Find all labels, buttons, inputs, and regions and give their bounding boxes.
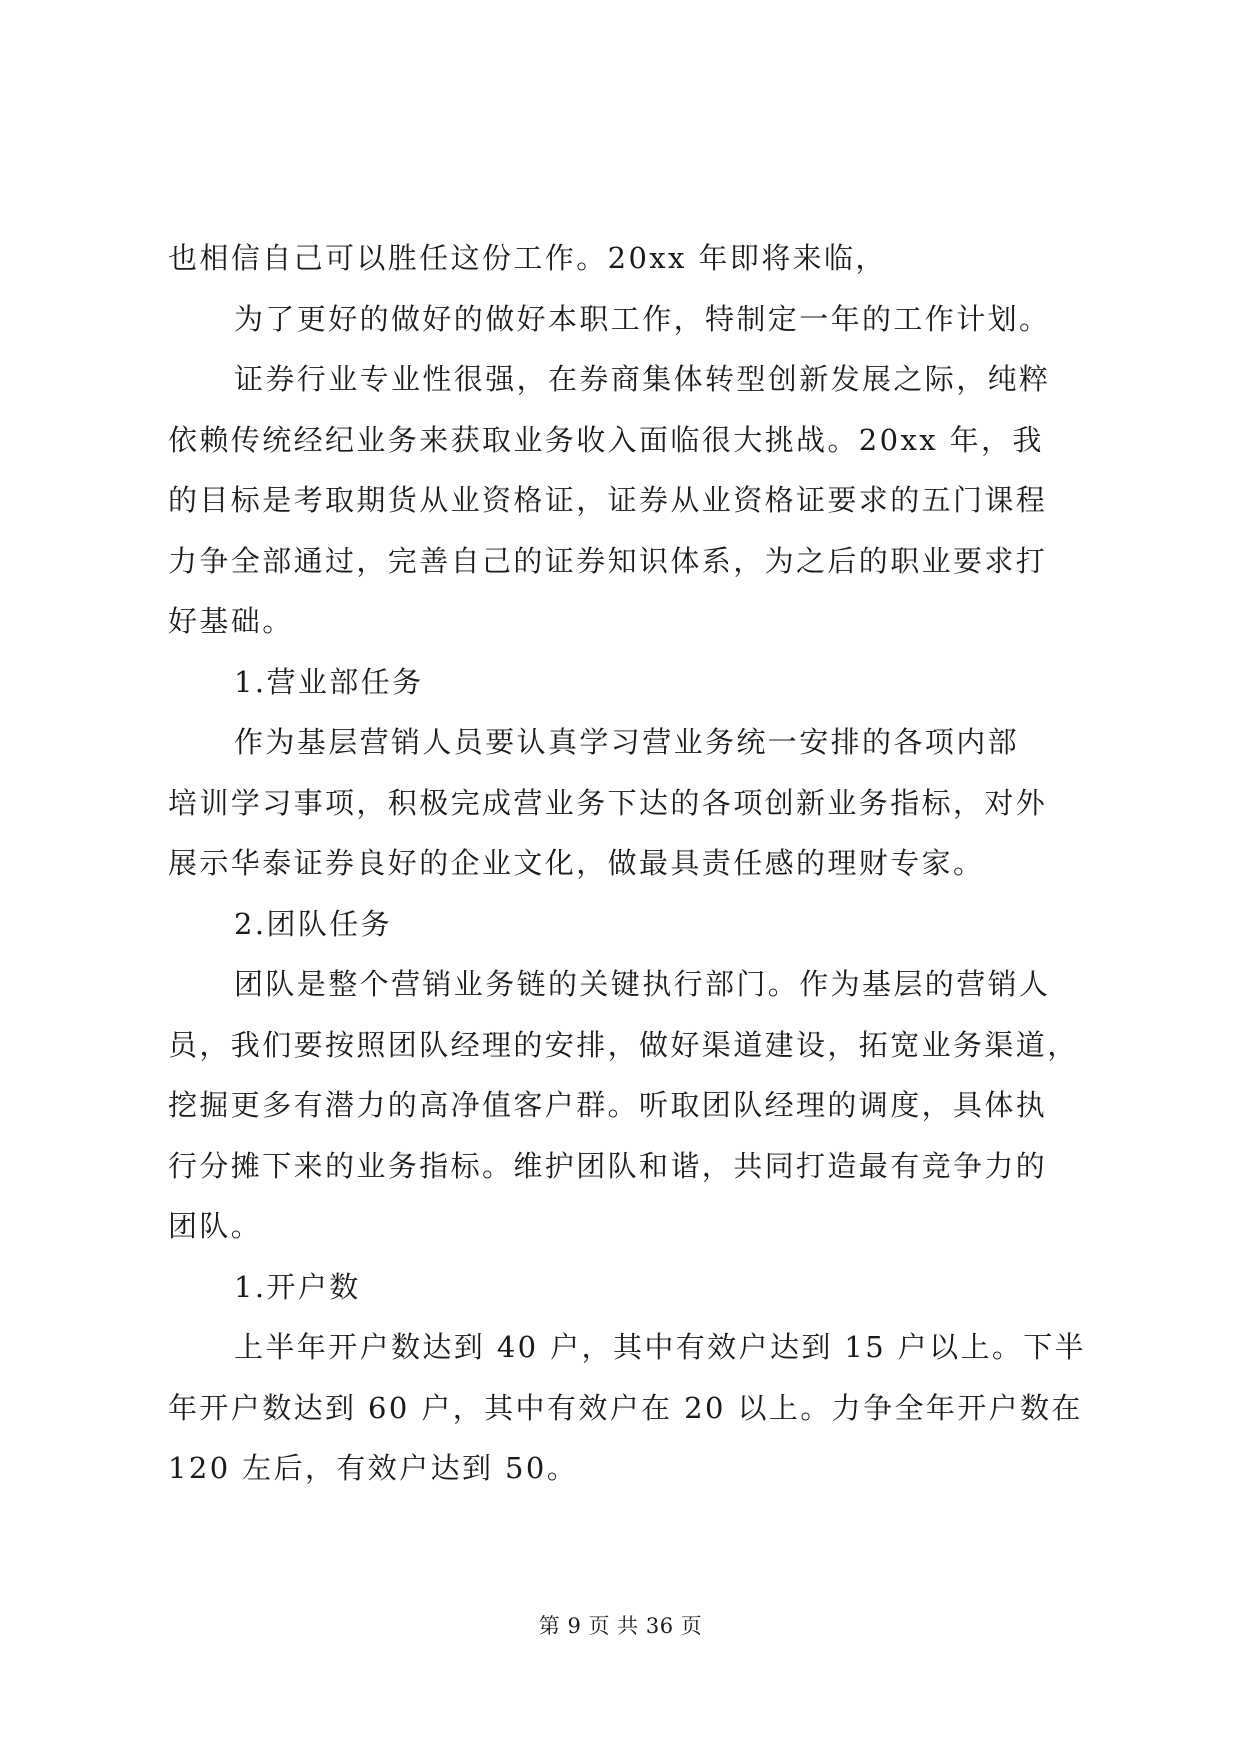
body-line: 力争全部通过，完善自己的证券知识体系，为之后的职业要求打: [168, 543, 1048, 578]
body-line: 团队是整个营销业务链的关键执行部门。作为基层的营销人: [234, 967, 1051, 1001]
body-line: 依赖传统经纪业务来获取业务收入面临很大挑战。20xx 年，我: [168, 422, 1044, 457]
body-line: 行分摊下来的业务指标。维护团队和谐，共同打造最有竞争力的: [168, 1148, 1048, 1183]
body-line: 好基础。: [168, 604, 294, 638]
page-number-footer: 第 9 页 共 36 页: [538, 1614, 703, 1638]
section-heading: 1.营业部任务: [234, 664, 424, 699]
body-line: 为了更好的做好的做好本职工作，特制定一年的工作计划。: [234, 301, 1051, 336]
body-line: 证券行业专业性很强，在券商集体转型创新发展之际，纯粹: [234, 362, 1051, 396]
section-heading: 1.开户数: [234, 1269, 361, 1304]
body-line: 培训学习事项，积极完成营业务下达的各项创新业务指标，对外: [168, 785, 1048, 820]
document-body: [168, 228, 1087, 1499]
body-line: 团队。: [168, 1209, 263, 1243]
section-heading: 2.团队任务: [234, 906, 393, 941]
body-line: 挖掘更多有潜力的高净值客户群。听取团队经理的调度，具体执: [168, 1088, 1048, 1122]
body-line: 作为基层营销人员要认真学习营业务统一安排的各项内部: [234, 725, 1020, 759]
body-line: 上半年开户数达到 40 户，其中有效户达到 15 户以上。下半: [234, 1330, 1087, 1364]
body-line: 年开户数达到 60 户，其中有效户在 20 以上。力争全年开户数在: [168, 1390, 1083, 1425]
body-line: 也相信自己可以胜任这份工作。20xx 年即将来临，: [168, 241, 887, 275]
body-line: 的目标是考取期货从业资格证，证券从业资格证要求的五门课程: [168, 483, 1048, 517]
body-line: 120 左后，有效户达到 50。: [168, 1451, 579, 1485]
body-line: 员，我们要按照团队经理的安排，做好渠道建设，拓宽业务渠道，: [168, 1027, 1079, 1062]
body-line: 展示华泰证券良好的企业文化，做最具责任感的理财专家。: [168, 846, 985, 880]
